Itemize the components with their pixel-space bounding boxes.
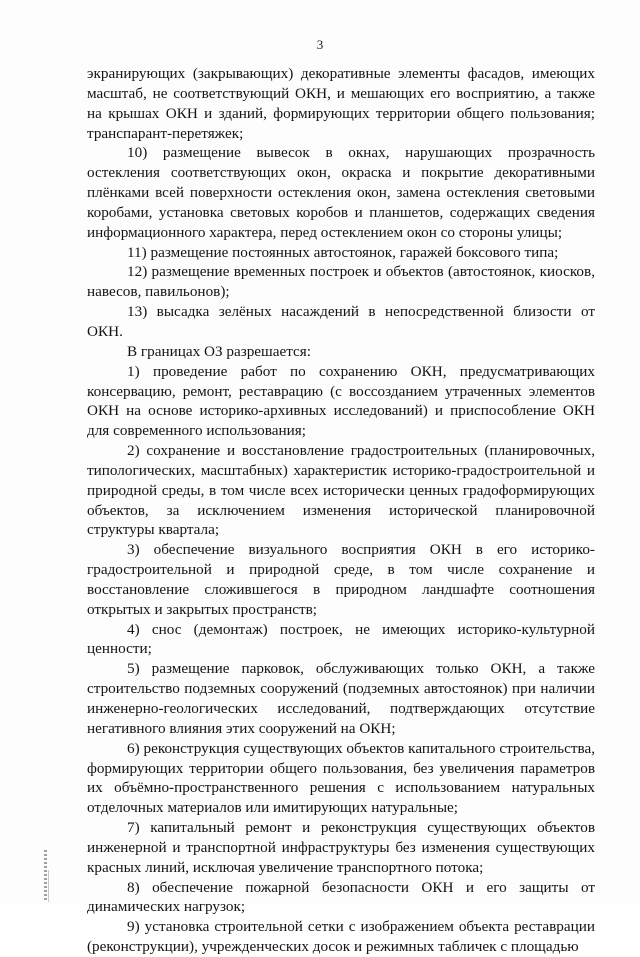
paragraph-continuation: экранирующих (закрывающих) декоративные элементы фасадов, имеющих масштаб, не соответствующий ОКН, и мешающих его восприятию, а также на крышах ОКН и зданий, формирующих территории общего пользования; транспарант-перетяжек; [87,65,595,142]
paragraph-permitted-7: 7) капитальный ремонт и реконструкция существующих объектов инженерной и транспортной инфраструктуры без изменения существующих красных линий, исключая увеличение транспортного потока; [87,819,595,876]
section-heading-permitted: В границах ОЗ разрешается: [127,342,311,360]
paragraph-permitted-6: 6) реконструкция существующих объектов капитального строительства, формирующих территории общего пользования, без увеличения параметров их объёмно-пространственного решения с использованием натуральных отделочных материалов или имитирующих натуральные; [87,739,595,817]
page-number: 3 [316,37,324,52]
paragraph-item-12: 12) размещение временных построек и объектов (автостоянок, киосков, навесов, павильонов); [87,263,595,301]
paragraph-item-13: 13) высадка зелёных насаждений в непосредственной близости от ОКН. [87,303,595,340]
paragraph-permitted-8: 8) обеспечение пожарной безопасности ОКН и его защиты от динамических нагрузок; [87,878,595,916]
paragraph-permitted-1: 1) проведение работ по сохранению ОКН, предусматривающих консервацию, ремонт, реставрацию (с воссозданием утраченных элементов ОКН на основе историко-архивных исследований) и приспособление ОКН для современного использования; [87,362,595,440]
paragraph-item-11: 11) размещение постоянных автостоянок, гаражей боксового типа; [127,243,559,261]
scan-edge-artifact-line [48,870,49,902]
paragraph-item-10: 10) размещение вывесок в окнах, нарушающих прозрачность остекления соответствующих окон, окраска и покрытие декоративными плёнками всей поверхности остекления окон, замена остекления световыми коробами, установка световых коробов и планшетов, содержащих сведения информационного характера, перед остеклением окон со стороны улицы; [87,144,595,241]
paragraph-permitted-2: 2) сохранение и восстановление градостроительных (планировочных, типологических, масштабных) характеристик историко-градостроительной и природной среды, в том числе всех исторически ценных градоформирующих объектов, за исключением изменения исторической планировочной структуры квартала; [87,442,595,539]
paragraph-permitted-9: 9) установка строительной сетки с изображением объекта реставрации (реконструкции), учрежденческих досок и режимных табличек с площадью [87,918,595,956]
paragraph-permitted-3: 3) обеспечение визуального восприятия ОКН в его историко-градостроительной и природной среде, в том числе сохранение и восстановление сложившегося в природном ландшафте соотношения открытых и закрытых пространств; [87,541,595,618]
paragraph-permitted-4: 4) снос (демонтаж) построек, не имеющих историко-культурной ценности; [87,620,595,658]
paragraph-permitted-5: 5) размещение парковок, обслуживающих только ОКН, а также строительство подземных сооружений (подземных автостоянок) при наличии инженерно-геологических исследований, подтверждающих отсутствие негативного влияния этих сооружений на ОКН; [87,660,595,737]
document-body [87,64,595,957]
scan-edge-artifact [44,850,47,902]
